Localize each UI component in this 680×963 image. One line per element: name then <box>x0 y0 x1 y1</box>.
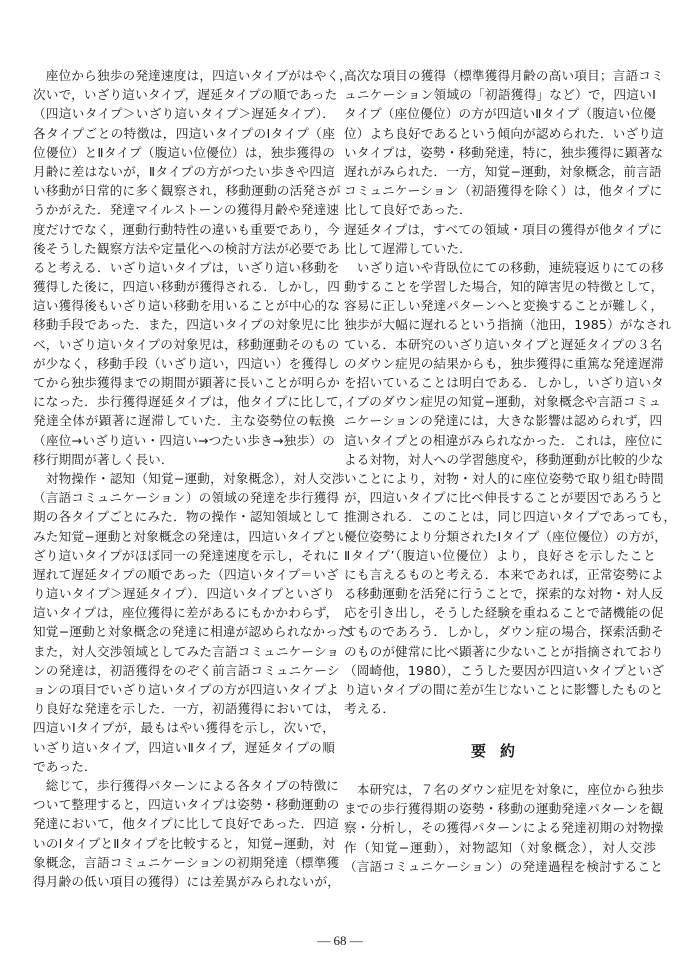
text-line: ついて整理すると，四這いタイプは姿勢・移動運動の <box>33 797 340 813</box>
text-line: 応を引き出し，そうした経験を重ねることで諸機能の促 <box>344 605 664 621</box>
text-line: が少なく，移動手段（いざり這い，四這い）を獲得し <box>33 355 340 371</box>
text-line: いことにより，対物・対人的に座位姿勢で取り組む時間 <box>344 470 664 486</box>
section-heading-summary: 要約 <box>470 742 529 760</box>
text-line: 作（知覚−運動），対物認知（対象概念），対人交渉 <box>344 839 656 855</box>
text-line: る移動運動を活発に行うことで，探索的な対物・対人反 <box>344 586 664 602</box>
text-line: 各タイプごとの特徴は，四這いタイプのⅠタイプ（座 <box>33 125 335 141</box>
text-line: 優位姿勢により分類されたⅠタイプ（座位優位）の方が， <box>344 528 668 544</box>
text-line: 月齢に差はないが，Ⅱタイプの方がつたい歩きや四這 <box>33 163 335 179</box>
text-line: 遅れがみられた．一方，知覚−運動，対象概念，前言語 <box>344 163 662 179</box>
summary-text <box>344 780 664 876</box>
text-line: ると考える．いざり這いタイプは，いざり這い移動を <box>33 259 340 275</box>
text-line: 本研究は，７名のダウン症児を対象に，座位から独歩 <box>344 782 664 797</box>
text-line: 推測される．このことは，同じ四這いタイプであっても， <box>344 509 677 525</box>
text-line: 遅延タイプは，すべての領域・項目の獲得が他タイプに <box>344 221 663 237</box>
text-line: いタイプは，姿勢・移動発達，特に，独歩獲得に顕著な <box>344 144 664 160</box>
text-line: いのⅠタイプとⅡタイプを比較すると，知覚−運動，対 <box>33 835 335 851</box>
text-line: よる対物，対人への学習態度や，移動運動が比較的少な <box>344 451 664 467</box>
right-column <box>344 66 677 718</box>
text-line: みた知覚−運動と対象概念の発達は，四這いタイプとい <box>33 528 351 544</box>
text-line: （言語コミュニケーション）の領域の発達を歩行獲得 <box>33 490 340 506</box>
text-line: までの歩行獲得期の姿勢・移動の運動発達パターンを観 <box>344 801 664 817</box>
text-line: 発達全体が顕著に遅滞していた．主な姿勢位の転換 <box>33 413 335 429</box>
text-line: 対物操作・認知（知覚−運動，対象概念），対人交渉 <box>33 470 345 486</box>
text-line: ュニケーション領域の「初語獲得」など）で，四這いⅠ <box>344 87 656 103</box>
text-line: 次いで，いざり這いタイプ，遅延タイプの順であった <box>33 87 338 103</box>
text-line: 後そうした観察方法や定量化への検討方法が必要であ <box>33 240 341 256</box>
text-line: り這いタイプの間に差が生じないことに影響したものと <box>344 682 664 697</box>
text-line: （座位→いざり這い・四這い→つたい歩き→独歩）の <box>33 432 335 448</box>
text-line: 比して遅滞していた． <box>344 240 472 256</box>
text-line: ニケーションの発達には，大きな影響は認められず，四 <box>344 413 663 429</box>
text-line: 象概念，言語コミュニケーションの初期発達（標準獲 <box>33 854 340 870</box>
text-line: 遅れて遅延タイプの順であった（四這いタイプ＝いざ <box>33 566 339 582</box>
text-line: い移動が日常的に多く観察され，移動運動の活発さが <box>33 183 341 199</box>
text-line: 獲得した後に，四這い移動が獲得される．しかし，四 <box>33 279 341 295</box>
text-line: 移行期間が著しく長い． <box>33 451 174 467</box>
text-line: のダウン症児の結果からも，独歩獲得に重篤な発達遅滞 <box>344 355 664 371</box>
text-line: 動することを学習した場合，知的障害児の特徴として， <box>344 279 664 295</box>
text-line: 這いタイプとの相違がみられなかった．これは，座位に <box>344 432 664 448</box>
left-column <box>33 66 364 891</box>
text-line: ている．本研究のいざり這いタイプと遅延タイプの３名 <box>344 336 663 352</box>
text-line: 四這いⅠタイプが，最もはやい獲得を示し，次いで， <box>33 720 335 736</box>
text-line: すものであろう．しかし，ダウン症の場合，探索活動そ <box>344 624 664 640</box>
text-line: タイプ（座位優位）の方が四這いⅡタイプ（腹這い位優 <box>344 106 657 122</box>
text-line: 位）よち良好であるという傾向が認められた．いざり這 <box>344 125 664 141</box>
text-line: のものが健常に比べ顕著に少ないことが指摘されており <box>344 643 664 659</box>
text-line: 移動手段であった．また，四這いタイプの対象児に比 <box>33 317 340 333</box>
text-line: コミュニケーション（初語獲得を除く）は，他タイプに <box>344 183 663 199</box>
text-line: 考える． <box>344 701 396 717</box>
text-line: いざり這いタイプ，四這いⅡタイプ，遅延タイプの順 <box>33 739 335 755</box>
text-line: （言語コミュニケーション）の発達過程を検討すること <box>344 858 664 874</box>
text-line: いざり這いや背臥位にての移動，連続寝返りにての移 <box>344 259 664 275</box>
text-line: てから独歩獲得までの期間が顕著に長いことが明らか <box>33 375 341 390</box>
text-line: を招いていることは明白である．しかし，いざり這いタ <box>344 375 664 390</box>
text-line: 独歩が大幅に遅れるという指摘（池田，1985）がなされ <box>344 317 672 333</box>
text-line: また，対人交渉領域としてみた言語コミュニケーショ <box>33 643 340 659</box>
text-line: であった． <box>33 758 97 774</box>
text-line: 高次な項目の獲得（標準獲得月齢の高い項目；言語コミ <box>344 68 664 83</box>
text-line: ンの発達は，初語獲得をのぞく前言語コミュニケーシ <box>33 662 340 678</box>
text-line: 座位から独歩の発達速度は，四這いタイプがはやく， <box>33 68 352 83</box>
text-line: が，四這いタイプに比べ伸長することが要因であろうと <box>344 490 664 506</box>
text-line: Ⅱタイプ’（腹這い位優位）より，良好さを示したこと <box>344 547 656 563</box>
text-line: 比して良好であった． <box>344 202 472 218</box>
text-line: 発達において，他タイプに比して良好であった．四這 <box>33 816 340 832</box>
text-line: 総じて，歩行獲得パターンによる各タイプの特徴に <box>33 777 339 793</box>
text-line: 這い獲得後もいざり這い移動を用いることが中心的な <box>33 298 341 314</box>
text-line: り這いタイプ＞遅延タイプ）．四這いタイプといざり <box>33 586 335 602</box>
text-line: べ，いざり這いタイプの対象児は，移動運動そのもの <box>33 336 340 352</box>
text-line: ざり這いタイプがほぼ同一の発達速度を示し，それに <box>33 547 340 563</box>
page-number: — 68 — <box>317 933 363 948</box>
text-line: になった．歩行獲得遅延タイプは，他タイプに比して， <box>33 394 352 410</box>
text-line: うかがえた．発達マイルストーンの獲得月齢や発達速 <box>33 202 340 218</box>
text-line: 知覚−運動と対象概念の発達に相違が認められなかった． <box>33 624 364 640</box>
text-line: イプのダウン症児の知覚−運動，対象概念や言語コミュ <box>344 394 662 410</box>
text-line: 察・分析し，その獲得パターンによる発達初期の対物操 <box>344 820 664 836</box>
text-line: （四這いタイプ＞いざり這いタイプ＞遅延タイプ）． <box>33 106 335 122</box>
text-line: 度だけでなく，運動行動特性の違いも重要であり，今 <box>33 221 340 237</box>
text-line: 得月齢の低い項目の獲得）には差異がみられないが， <box>33 873 341 889</box>
text-line: り良好な発達を示した．一方，初語獲得においては， <box>33 701 341 717</box>
text-line: ョンの項目でいざり這いタイプの方が四這いタイプよ <box>33 682 339 697</box>
text-line: 這いタイプは，座位獲得に差があるにもかかわらず， <box>33 605 339 621</box>
text-line: 位優位）とⅡタイプ（腹這い位優位）は，独歩獲得の <box>33 144 335 160</box>
text-line: 期の各タイプごとにみた．物の操作・認知領域として <box>33 509 340 525</box>
text-line: 容易に正しい発達パターンへと変換することが難しく， <box>344 298 664 314</box>
text-line: にも言えるものと考える．本来であれば，正常姿勢によ <box>344 566 664 582</box>
text-line: （岡崎他，1980），こうした要因が四這いタイプといざ <box>344 662 665 678</box>
